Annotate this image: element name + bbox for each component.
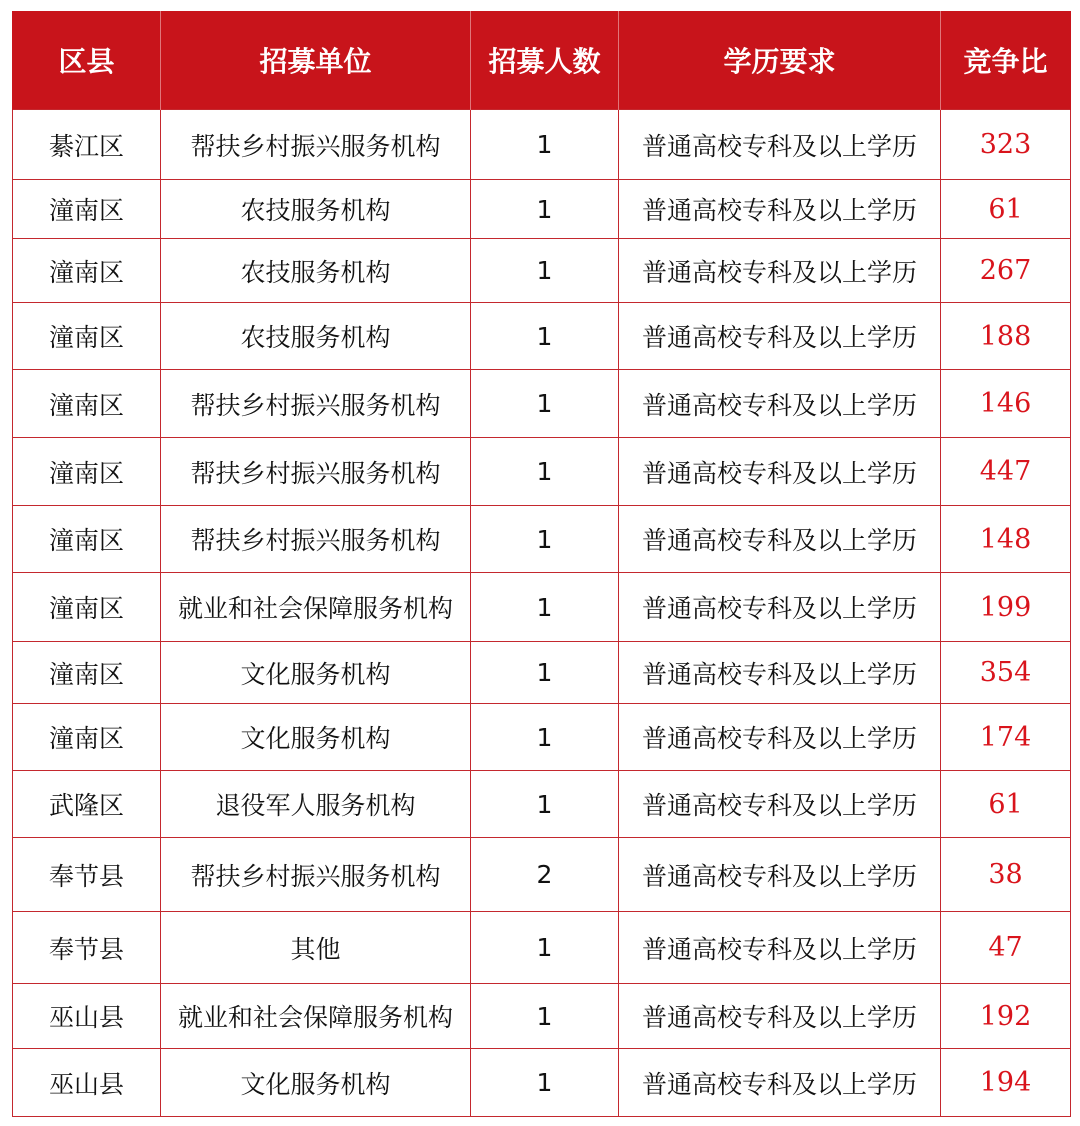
cell-unit: 帮扶乡村振兴服务机构 (161, 506, 471, 573)
cell-count: 2 (471, 838, 619, 912)
cell-count: 1 (471, 912, 619, 984)
cell-district: 潼南区 (13, 704, 161, 771)
table-row (13, 180, 1071, 239)
cell-education: 普通高校专科及以上学历 (619, 838, 941, 912)
table-row (13, 239, 1071, 303)
cell-count: 1 (471, 370, 619, 438)
recruitment-table (12, 11, 1071, 1117)
header-district: 区县 (13, 11, 161, 110)
cell-unit: 帮扶乡村振兴服务机构 (161, 110, 471, 180)
cell-unit: 农技服务机构 (161, 180, 471, 239)
cell-district: 潼南区 (13, 642, 161, 704)
cell-education: 普通高校专科及以上学历 (619, 771, 941, 838)
cell-education: 普通高校专科及以上学历 (619, 642, 941, 704)
cell-district: 潼南区 (13, 303, 161, 370)
table-row (13, 838, 1071, 912)
cell-ratio: 188 (941, 303, 1071, 370)
cell-count: 1 (471, 303, 619, 370)
table-row (13, 984, 1071, 1049)
cell-ratio: 61 (941, 180, 1071, 239)
cell-ratio: 199 (941, 573, 1071, 642)
table-row (13, 303, 1071, 370)
table-row (13, 573, 1071, 642)
cell-district: 潼南区 (13, 506, 161, 573)
cell-ratio: 47 (941, 912, 1071, 984)
table-row (13, 370, 1071, 438)
cell-district: 潼南区 (13, 573, 161, 642)
table-row (13, 438, 1071, 506)
cell-ratio: 354 (941, 642, 1071, 704)
cell-education: 普通高校专科及以上学历 (619, 984, 941, 1049)
header-education: 学历要求 (619, 11, 941, 110)
cell-count: 1 (471, 506, 619, 573)
table-row (13, 506, 1071, 573)
cell-education: 普通高校专科及以上学历 (619, 110, 941, 180)
cell-unit: 帮扶乡村振兴服务机构 (161, 370, 471, 438)
cell-district: 奉节县 (13, 838, 161, 912)
cell-unit: 农技服务机构 (161, 303, 471, 370)
header-unit: 招募单位 (161, 11, 471, 110)
cell-education: 普通高校专科及以上学历 (619, 239, 941, 303)
cell-district: 奉节县 (13, 912, 161, 984)
cell-unit: 就业和社会保障服务机构 (161, 573, 471, 642)
cell-education: 普通高校专科及以上学历 (619, 303, 941, 370)
cell-education: 普通高校专科及以上学历 (619, 573, 941, 642)
cell-unit: 其他 (161, 912, 471, 984)
cell-unit: 帮扶乡村振兴服务机构 (161, 838, 471, 912)
cell-education: 普通高校专科及以上学历 (619, 912, 941, 984)
table-row (13, 642, 1071, 704)
cell-count: 1 (471, 771, 619, 838)
cell-ratio: 267 (941, 239, 1071, 303)
cell-district: 綦江区 (13, 110, 161, 180)
cell-district: 巫山县 (13, 984, 161, 1049)
cell-district: 潼南区 (13, 370, 161, 438)
cell-unit: 帮扶乡村振兴服务机构 (161, 438, 471, 506)
cell-education: 普通高校专科及以上学历 (619, 180, 941, 239)
cell-district: 潼南区 (13, 180, 161, 239)
cell-count: 1 (471, 704, 619, 771)
table-row (13, 704, 1071, 771)
cell-ratio: 174 (941, 704, 1071, 771)
cell-count: 1 (471, 984, 619, 1049)
cell-unit: 文化服务机构 (161, 1049, 471, 1117)
recruitment-table-container (12, 11, 1070, 1117)
cell-unit: 退役军人服务机构 (161, 771, 471, 838)
cell-education: 普通高校专科及以上学历 (619, 506, 941, 573)
cell-ratio: 148 (941, 506, 1071, 573)
cell-count: 1 (471, 573, 619, 642)
table-body (13, 110, 1071, 1117)
header-ratio: 竞争比 (941, 11, 1071, 110)
cell-ratio: 194 (941, 1049, 1071, 1117)
cell-unit: 农技服务机构 (161, 239, 471, 303)
cell-ratio: 323 (941, 110, 1071, 180)
cell-education: 普通高校专科及以上学历 (619, 1049, 941, 1117)
cell-count: 1 (471, 110, 619, 180)
cell-ratio: 38 (941, 838, 1071, 912)
header-count: 招募人数 (471, 11, 619, 110)
cell-education: 普通高校专科及以上学历 (619, 370, 941, 438)
cell-district: 武隆区 (13, 771, 161, 838)
table-row (13, 1049, 1071, 1117)
cell-unit: 就业和社会保障服务机构 (161, 984, 471, 1049)
cell-district: 潼南区 (13, 239, 161, 303)
cell-education: 普通高校专科及以上学历 (619, 704, 941, 771)
cell-unit: 文化服务机构 (161, 704, 471, 771)
cell-count: 1 (471, 642, 619, 704)
table-row (13, 110, 1071, 180)
cell-ratio: 192 (941, 984, 1071, 1049)
cell-district: 巫山县 (13, 1049, 161, 1117)
cell-count: 1 (471, 1049, 619, 1117)
cell-district: 潼南区 (13, 438, 161, 506)
cell-count: 1 (471, 180, 619, 239)
cell-education: 普通高校专科及以上学历 (619, 438, 941, 506)
cell-ratio: 146 (941, 370, 1071, 438)
cell-count: 1 (471, 239, 619, 303)
cell-unit: 文化服务机构 (161, 642, 471, 704)
table-header-row (13, 11, 1071, 110)
cell-ratio: 447 (941, 438, 1071, 506)
cell-ratio: 61 (941, 771, 1071, 838)
table-row (13, 771, 1071, 838)
table-row (13, 912, 1071, 984)
cell-count: 1 (471, 438, 619, 506)
